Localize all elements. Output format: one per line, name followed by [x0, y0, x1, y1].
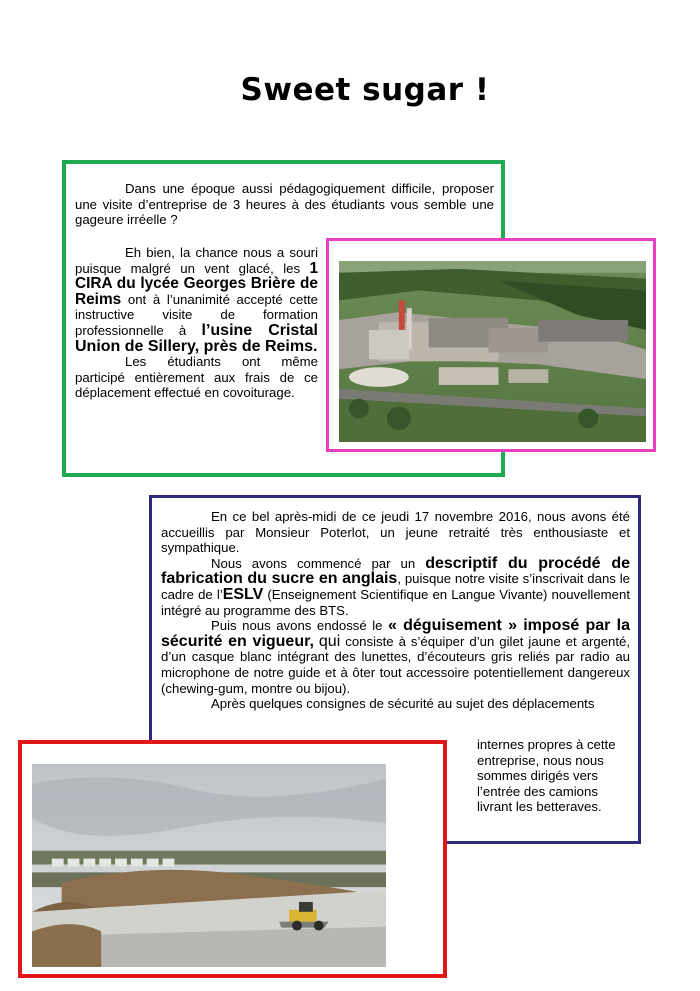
intro-paragraph-3: Les étudiants ont même participé entièrement aux frais de ce déplacement effectué en covoiturage.: [75, 354, 318, 401]
factory-aerial-photo: [339, 261, 646, 442]
beet-pile-photo: [32, 764, 386, 967]
visit-paragraph-3: Puis nous avons endossé le « déguisement » imposé par la sécurité en vigueur, qui consiste à s’équiper d’un gilet jaune et argenté, d’un casque blanc intégrant des lunettes, d’écouteurs gris reliés par radio au microphone de notre guide et à ôter tout accessoire potentiellement dangereux (chewing-gum, montre ou bijou).: [161, 617, 631, 696]
page-title: Sweet sugar !: [240, 72, 490, 108]
visit-paragraph-4: Après quelques consignes de sécurité au sujet des déplacements: [211, 696, 595, 712]
visit-highlight-eslv: ESLV: [222, 585, 264, 603]
intro-highlight-class: 1 CIRA du lycée Georges Brière de Reims: [75, 259, 319, 308]
intro-text: Eh bien, la chance nous a souri puisque malgré un vent glacé, les: [75, 245, 318, 276]
visit-text: [161, 509, 630, 712]
visit-paragraph-1: En ce bel après-midi de ce jeudi 17 novembre 2016, nous avons été accueillis par Monsieur Poterlot, un jeune retraité très enthousiaste et sympathique.: [161, 509, 630, 556]
visit-highlight-process: descriptif du procédé de fabrication du sucre en anglais: [161, 554, 630, 588]
intro-paragraph-1: Dans une époque aussi pédagogiquement difficile, proposer une visite d’entreprise de 3 heures à des étudiants vous semble une gageure irréelle ?: [75, 181, 494, 228]
visit-paragraph-2: Nous avons commencé par un descriptif du procédé de fabrication du sucre en anglais, puisque notre visite s’inscrivait dans le cadre de l’ESLV (Enseignement Scientifique en Langue Vivante) nouvellement intégré au programme des BTS.: [161, 554, 631, 618]
beet-photo-frame: [18, 740, 447, 978]
visit-highlight-safety: « déguisement » imposé par la sécurité en vigueur,: [161, 617, 630, 650]
intro-text: ont à l’unanimité accepté cette instructive visite de formation professionnelle à: [75, 291, 318, 338]
intro-highlight-factory: l’usine Cristal Union de Sillery, près de Reims.: [75, 321, 318, 355]
intro-paragraph-2: [75, 245, 318, 401]
factory-photo-frame: [326, 238, 656, 452]
visit-paragraph-4-continued: internes propres à cette entreprise, nous nous sommes dirigés vers l’entrée des camions livrant les betteraves.: [477, 737, 616, 815]
